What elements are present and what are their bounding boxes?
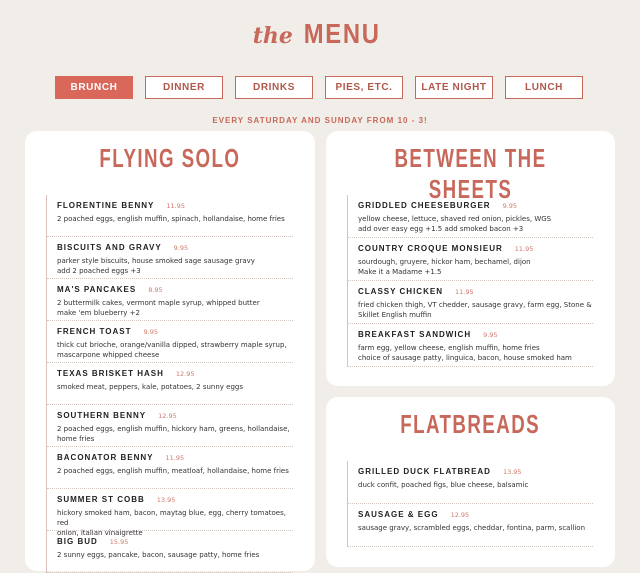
menu-item-description	[57, 298, 293, 318]
menu-item-description	[57, 382, 293, 392]
menu-item-description-line: make 'em blueberry +2	[57, 309, 140, 317]
tab-brunch[interactable]: BRUNCH	[55, 76, 133, 99]
menu-item-description	[57, 466, 293, 476]
menu-item-description-line: fried chicken thigh, VT chedder, sausage gravy, farm egg, Stone &	[358, 301, 592, 309]
menu-item-description-line: add 2 poached eggs +3	[57, 267, 141, 275]
menu-item-price: 13.95	[502, 468, 522, 476]
menu-item-description-line: 2 buttermilk cakes, vermont maple syrup, whipped butter	[57, 299, 260, 307]
menu-item-head	[358, 287, 593, 296]
menu-item-description-line: sourdough, gruyere, hickor ham, bechamel, dijon	[358, 258, 531, 266]
menu-item-price: 11.95	[454, 288, 474, 296]
menu-item-description-line: parker style biscuits, house smoked sage sausage gravy	[57, 257, 255, 265]
menu-item-price: 15.95	[109, 538, 129, 546]
menu-item-description	[358, 214, 593, 234]
menu-item-head	[57, 369, 293, 378]
menu-item	[47, 489, 293, 537]
menu-item-head	[358, 201, 593, 210]
menu-item-price: 11.95	[166, 202, 185, 210]
menu-item-description-line: onion, italian vinaigrette	[57, 529, 143, 537]
menu-item-head	[57, 327, 293, 336]
menu-item-price: 13.95	[156, 496, 176, 504]
menu-item-name: GRIDDLED CHEESEBURGER	[358, 201, 491, 210]
menu-item	[47, 279, 293, 321]
menu-item-head	[358, 467, 593, 476]
menu-item-description-line: 2 sunny eggs, pancake, bacon, sausage patty, home fries	[57, 551, 260, 559]
menu-item-name: SAUSAGE & EGG	[358, 510, 439, 519]
menu-item-name: CLASSY CHICKEN	[358, 287, 443, 296]
flying-solo-list	[46, 195, 293, 573]
menu-item-name: BREAKFAST SANDWICH	[358, 330, 472, 339]
menu-item-head	[358, 330, 593, 339]
menu-item-description-line: 2 poached eggs, english muffin, meatloaf, hollandaise, home fries	[57, 467, 289, 475]
tab-dinner[interactable]: DINNER	[145, 76, 223, 99]
logo-the: the	[252, 23, 293, 49]
menu-item-name: TEXAS BRISKET HASH	[57, 369, 164, 378]
menu-item-description-line: smoked meat, peppers, kale, potatoes, 2 sunny eggs	[57, 383, 244, 391]
menu-item-price: 9.95	[173, 244, 189, 252]
menu-item-price: 9.95	[502, 202, 518, 210]
tab-drinks[interactable]: DRINKS	[235, 76, 313, 99]
between-the-sheets-title: BETWEEN THE SHEETS	[394, 143, 547, 204]
menu-header	[0, 18, 640, 50]
menu-item-description-line: Make it a Madame +1.5	[358, 268, 442, 276]
menu-item-name: BIG BUD	[57, 537, 98, 546]
menu-item-description-line: mascarpone whipped cheese	[57, 351, 160, 359]
menu-item	[47, 321, 293, 363]
menu-item-description-line: Skillet English muffin	[358, 311, 432, 319]
menu-item-description	[358, 300, 593, 320]
menu-item-description-line: sausage gravy, scrambled eggs, cheddar, fontina, parm, scallion	[358, 524, 586, 532]
menu-item-price: 12.95	[158, 412, 177, 420]
menu-logo	[253, 18, 388, 50]
menu-item-price: 12.95	[175, 370, 195, 378]
tab-lunch[interactable]: LUNCH	[505, 76, 583, 99]
menu-item-price: 11.95	[165, 454, 185, 462]
menu-item-description	[358, 343, 593, 363]
menu-item-price: 8.95	[148, 286, 163, 294]
menu-item-name: BACONATOR BENNY	[57, 453, 154, 462]
menu-item	[47, 237, 293, 279]
menu-item-head	[57, 537, 293, 546]
menu-item-head	[57, 495, 293, 504]
menu-item	[348, 324, 593, 367]
menu-item-price: 9.95	[483, 331, 498, 339]
menu-item	[348, 195, 593, 238]
menu-item-price: 9.95	[143, 328, 159, 336]
menu-item	[47, 195, 293, 237]
flatbreads-list	[347, 461, 593, 547]
between-the-sheets-list	[347, 195, 593, 367]
menu-item	[47, 447, 293, 489]
menu-item	[348, 281, 593, 324]
menu-item-name: SOUTHERN BENNY	[57, 411, 147, 420]
flying-solo-card	[25, 131, 315, 571]
menu-item-description	[57, 340, 293, 360]
menu-item-description-line: farm egg, yellow cheese, english muffin, home fries	[358, 344, 540, 352]
menu-item-description-line: thick cut brioche, orange/vanilla dipped, strawberry maple syrup,	[57, 341, 287, 349]
menu-item-head	[358, 244, 593, 253]
menu-item-description-line: hickory smoked ham, bacon, maytag blue, egg, cherry tomatoes, red	[57, 509, 286, 527]
menu-item-price: 12.95	[450, 511, 470, 519]
tab-late-night[interactable]: LATE NIGHT	[415, 76, 493, 99]
menu-item-description-line: home fries	[57, 435, 95, 443]
menu-item-description	[57, 214, 293, 224]
flatbreads-title: FLATBREADS	[400, 409, 541, 439]
flying-solo-title: FLYING SOLO	[99, 143, 241, 173]
menu-item-head	[57, 411, 293, 420]
menu-item-description	[358, 480, 593, 490]
menu-item	[47, 531, 293, 573]
menu-item-head	[57, 285, 293, 294]
menu-item-name: FRENCH TOAST	[57, 327, 132, 336]
menu-item-name: GRILLED DUCK FLATBREAD	[358, 467, 491, 476]
menu-tabs	[55, 76, 585, 101]
menu-item	[47, 405, 293, 447]
menu-item	[348, 504, 593, 547]
menu-item-description-line: add over easy egg +1.5 add smoked bacon +3	[358, 225, 524, 233]
menu-item-description-line: choice of sausage patty, linguica, bacon, house smoked ham	[358, 354, 572, 362]
menu-item-price: 11.95	[514, 245, 534, 253]
menu-item-head	[358, 510, 593, 519]
menu-item	[348, 461, 593, 504]
menu-item-name: SUMMER ST COBB	[57, 495, 145, 504]
menu-item-name: MA'S PANCAKES	[57, 285, 137, 294]
menu-item-description-line: yellow cheese, lettuce, shaved red onion, pickles, WGS	[358, 215, 552, 223]
menu-item-description	[57, 256, 293, 276]
tab-pies-etc[interactable]: PIES, ETC.	[325, 76, 403, 99]
menu-item-name: BISCUITS AND GRAVY	[57, 243, 162, 252]
menu-item-description	[57, 424, 293, 444]
menu-item-description-line: 2 poached eggs, english muffin, spinach, hollandaise, home fries	[57, 215, 285, 223]
menu-item-name: FLORENTINE BENNY	[57, 201, 155, 210]
menu-item-description-line: duck confit, poached figs, blue cheese, balsamic	[358, 481, 529, 489]
menu-item-name: COUNTRY CROQUE MONSIEUR	[358, 244, 503, 253]
brunch-tagline: EVERY SATURDAY AND SUNDAY FROM 10 - 3!	[212, 116, 428, 125]
menu-item-description	[57, 550, 293, 560]
flatbreads-card	[326, 397, 615, 567]
menu-item-description	[358, 523, 593, 533]
menu-item	[348, 238, 593, 281]
menu-item	[47, 363, 293, 405]
menu-item-head	[57, 201, 293, 210]
menu-item-head	[57, 453, 293, 462]
menu-item-description-line: 2 poached eggs, english muffin, hickory ham, greens, hollandaise,	[57, 425, 290, 433]
menu-item-description	[358, 257, 593, 277]
logo-menu: MENU	[303, 18, 381, 49]
menu-item-head	[57, 243, 293, 252]
between-the-sheets-card	[326, 131, 615, 386]
